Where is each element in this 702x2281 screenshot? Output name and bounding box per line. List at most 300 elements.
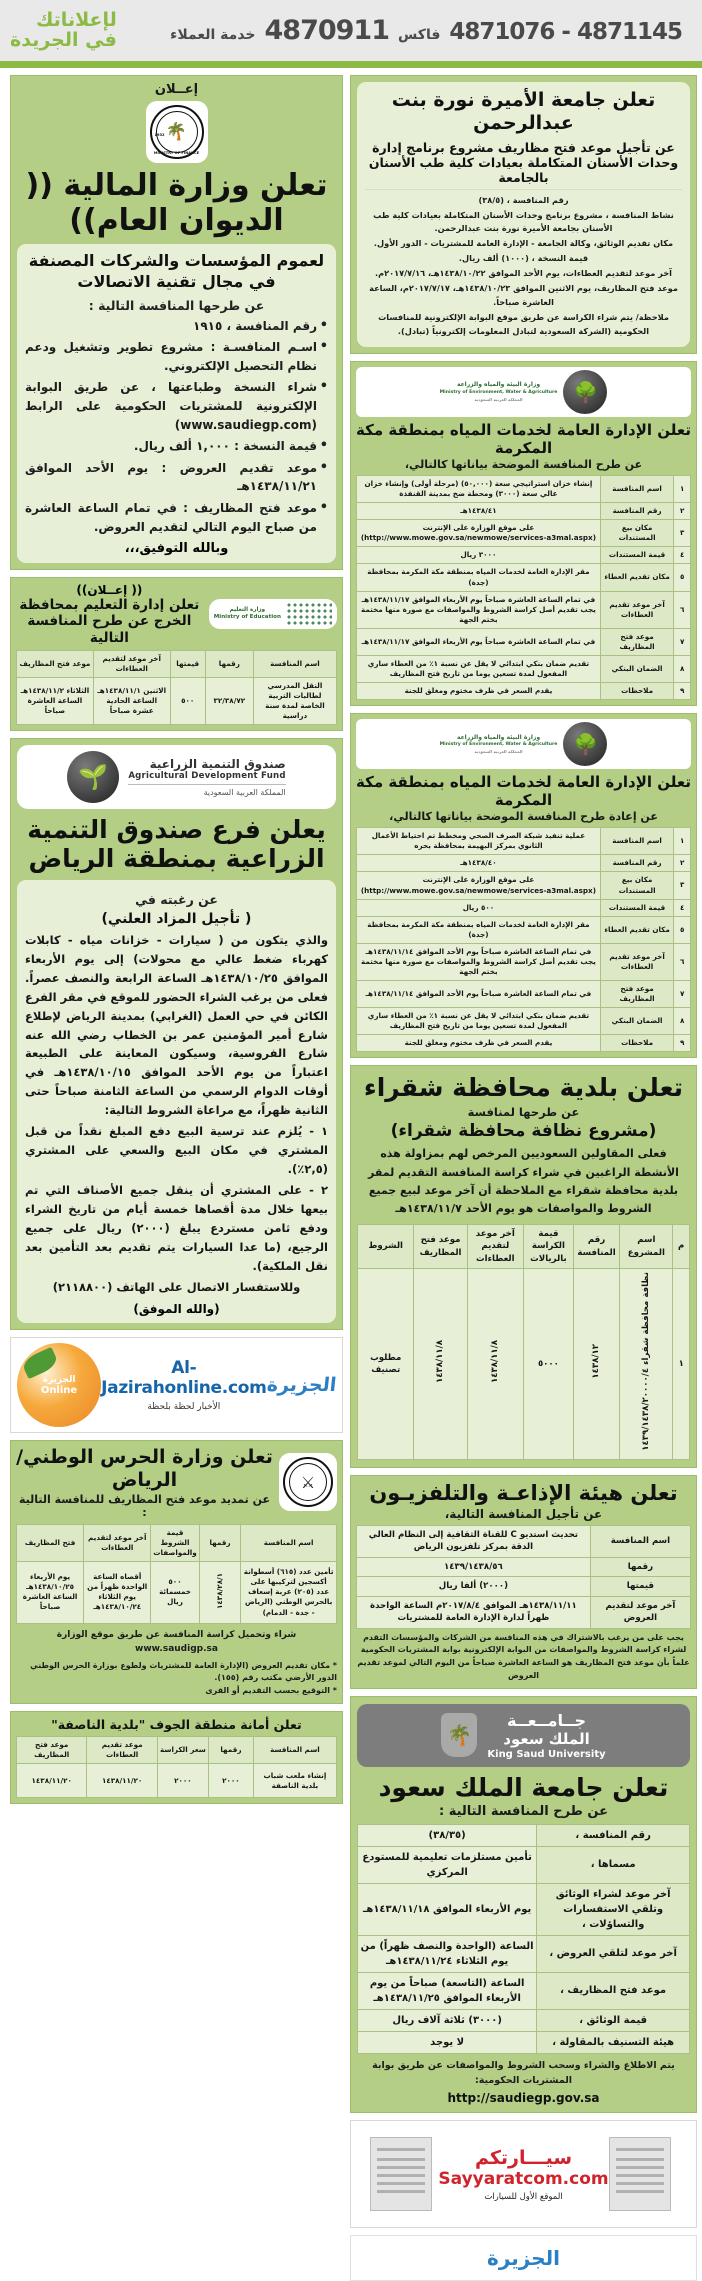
table-row xyxy=(358,1935,690,1972)
kharj-title: تعلن إدارة التعليم بمحافظة الخرج عن طرح المنافسة التالية xyxy=(19,597,200,646)
row-value: يقدم السعر في ظرف مختوم ومغلق للجنة xyxy=(357,683,601,700)
mowe-ar: وزارة البيئة والمياه والزراعة xyxy=(456,381,541,389)
col-header-number: رقمها xyxy=(205,650,253,677)
row-index: ١ xyxy=(674,828,691,855)
divider xyxy=(365,189,682,190)
row-value: في تمام الساعة العاشرة صباحاً يوم الأربعاء الموافق ١٤٣٨/١١/١٧هـ xyxy=(357,628,601,655)
list-item: • اسـم المنافسـة : مشروع تطوير وتشغيل ودعم نظام التحصيل الإلكتروني. xyxy=(25,338,328,375)
ad-water-services-makkah-1[interactable] xyxy=(350,361,697,706)
table-row xyxy=(357,1596,691,1628)
row-value: ٣٠٠٠ ريال xyxy=(357,547,601,564)
col-header-deadline: آخر موعد لتقديم العطاءات xyxy=(84,1524,151,1561)
shaqra-table xyxy=(357,1224,690,1460)
education-dots-icon xyxy=(286,602,332,626)
col-header-price: قيمة الشروط والمواصفات xyxy=(151,1524,199,1561)
table-row xyxy=(357,591,691,628)
table-row xyxy=(358,1824,690,1846)
row-value: ١٤٣٨/١١/١١هـ الموافق ٢٠١٧/٨/٤م الساعة الواحدة ظهراً لدارة الإدارة العامة للمشتريات xyxy=(357,1596,591,1628)
kharj-table xyxy=(16,650,337,725)
row-label: موعد فتح المظاريف xyxy=(600,628,673,655)
pnu-line: مكان تقديم الوثائق، وكالة الجامعة - الإدارة العامة للمشتريات - الدور الأول. xyxy=(373,238,674,249)
ad-broadcasting-authority[interactable] xyxy=(350,1475,697,1689)
fax-numbers: 4871145 - 4871076 xyxy=(449,19,682,45)
col-header-deadline: آخر موعد لتقديم العطاءات xyxy=(93,650,170,677)
cell-number: ٢٠٠٠ xyxy=(209,1764,254,1798)
row-label: مكان بيع المستندات xyxy=(600,520,673,547)
list-item: • قيمة النسخة : ١,٠٠٠ ألف ريال. xyxy=(25,437,328,456)
ad-ministry-of-finance[interactable] xyxy=(10,75,343,570)
table-row xyxy=(357,1525,691,1557)
cell-opening: ١٤٣٨/١١/٢٠ xyxy=(17,1764,87,1798)
cell-number: ٣٢/٣٨/٧٢ xyxy=(205,677,253,724)
masthead xyxy=(0,0,702,68)
row-label: قيمة المستندات xyxy=(600,547,673,564)
broadcast-subtitle: عن تأجيل المنافسة التالية، xyxy=(444,1506,603,1521)
table-row xyxy=(358,1883,690,1935)
table-row xyxy=(357,1557,691,1576)
adf-about-value: ( تأجيل المزاد العلني) xyxy=(101,910,252,927)
row-value: ١٤٣٩/١٤٣٨/٥٦ xyxy=(357,1557,591,1576)
pnu-title: تعلن جامعة الأميرة نورة بنت عبدالرحمن xyxy=(391,89,656,134)
guard-table xyxy=(16,1524,337,1624)
adf-ksa: المملكة العربية السعودية xyxy=(203,788,286,798)
row-label: مكان تقديم العطاء xyxy=(600,564,673,591)
row-value: على موقع الوزارة على الإنترنت (http://www.mowe.gov.sa/newmowe/services-a3mal.aspx) xyxy=(357,520,601,547)
ksu-subtitle: عن طرح المنافسة التالية : xyxy=(438,1803,609,1819)
row-label: ملاحظات xyxy=(600,683,673,700)
adf-en: Agricultural Development Fund xyxy=(128,771,286,782)
customer-service-label: خدمة العملاء xyxy=(170,27,256,43)
adf-logo-text xyxy=(128,757,285,797)
col-header-number: رقمها xyxy=(209,1737,254,1764)
cell-number xyxy=(573,1269,619,1459)
sayyarat-tagline: الموقع الأول للسيارات xyxy=(484,2191,563,2202)
row-label: رقم المنافسة xyxy=(600,503,673,520)
cell-index: ١ xyxy=(673,1269,690,1459)
cell-name: إنشاء ملعب شباب بلدية الناصفة xyxy=(253,1764,336,1798)
table-header-row xyxy=(358,1225,690,1269)
row-index: ٢ xyxy=(674,503,691,520)
jouf-table xyxy=(16,1736,337,1798)
table-header-row xyxy=(17,1524,337,1561)
table-row xyxy=(358,2031,690,2053)
jazirah-logo: الجزيرة xyxy=(265,1374,338,1397)
national-guard-logo xyxy=(279,1453,337,1511)
col-header-value: قيمتها xyxy=(170,650,205,677)
list-item: • شراء النسخة وطباعتها ، عن طريق البوابة الإلكترونية للمشتريات الحكومية على الرابط (www.saudiegp.com) xyxy=(25,378,328,434)
row-value: تقديم ضمان بنكي ابتدائي لا يقل عن نسبة ١٪ من العطاء ساري المفعول لمدة تسعين يوما من تاريخ فتح المظاريف xyxy=(357,655,601,682)
ad-water-services-makkah-2[interactable] xyxy=(350,713,697,1058)
mowe-en: Ministry of Environment, Water & Agriculture xyxy=(439,742,558,748)
table-row xyxy=(357,828,691,855)
pnu-line: ملاحظة/ يتم شراء الكراسة عن طريق موقع البوابة الإلكترونية للمنافسات الحكومية (الشركة السعودية لتبادل المعلومات إلكترونياً (تبادل). xyxy=(378,312,669,337)
row-value: تحديث استديو C للقناة الثقافية إلى النظام العالي الدقة بمركز تلفزيون الرياض xyxy=(357,1525,591,1557)
newspaper-icon xyxy=(370,2137,432,2211)
ksu-ar2: الملك سعود xyxy=(503,1729,590,1748)
cell-project xyxy=(620,1269,673,1459)
water2-subtitle: عن إعادة طرح المنافسة الموضحة بياناتها كالتالي، xyxy=(389,810,658,824)
table-row xyxy=(357,547,691,564)
newspaper-icon xyxy=(609,2137,671,2211)
row-label: موعد فتح المظاريف ، xyxy=(537,1972,690,2009)
water1-table xyxy=(356,475,691,700)
finance-bullet-list xyxy=(25,317,328,537)
jazirah-tagline: الأخبار لحظة بلحظة xyxy=(147,1402,221,1413)
cell-opening: الثلاثاء ١٤٣٨/١١/٢هـ الساعة العاشرة صباحاً xyxy=(17,677,94,724)
col-header-deadline: آخر موعد لتقديم العطاءات xyxy=(467,1225,523,1269)
mowe-emblem-icon: 🌳 xyxy=(563,722,607,766)
mowe-logo-text xyxy=(440,381,558,402)
seal-inner: 🌴 xyxy=(156,111,198,153)
col-header-name: اسم المنافسة xyxy=(241,1524,337,1561)
ksu-portal-link[interactable]: http://saudiegp.gov.sa xyxy=(447,2091,600,2106)
row-label: اسم المنافسة xyxy=(590,1525,690,1557)
row-value: ١٤٣٨/٤١هـ xyxy=(357,503,601,520)
row-label: موعد فتح المظاريف xyxy=(600,981,673,1008)
ad-jouf-municipality[interactable] xyxy=(10,1711,343,1804)
customer-service-number: 4870911 xyxy=(264,15,390,46)
finance-title: تعلن وزارة المالية (( الديوان العام)) xyxy=(25,168,328,238)
water1-title: تعلن الإدارة العامة لخدمات المياه بمنطقة مكة المكرمة xyxy=(356,420,691,457)
adf-paragraph: والذي يتكون من ( سيارات - خزانات مياه - كابلات كهرباء ضغط عالي مع محولات) إلى يوم الأربعاء الموافق ١٤٣٨/١٠/٢٥هـ الساعة الرابعة والنصف عصراً. فعلى من يرغب الشراء الحضور للموقع في مقر الفرع الكائن في حي العمل (الغرابي) بمدينة الرياض لإطلاع شارع أمير المؤمنين عمر بن الخطاب رضي الله عنه شارع الفروسية، وسيكون المعاينة على الطبيعة اعتباراً من يوم الأحد الموافق ١٤٣٨/١٠/١٥هـ في أوقات الدوام الرسمي من الساعة الثامنة صباحاً حتى الثانية ظهراً، مع مراعاة الشروط التالية: xyxy=(25,932,328,1118)
row-index: ٨ xyxy=(674,1008,691,1035)
cell-number-text: ١٤٣٨/١٢ xyxy=(591,1344,602,1380)
cell-number xyxy=(199,1561,241,1623)
ad-education-kharj[interactable] xyxy=(10,577,343,731)
row-value: على موقع الوزارة على الإنترنت (http://www.mowe.gov.sa/newmowe/services-a3mal.aspx) xyxy=(357,872,601,899)
kharj-announcement-label: (( إعــلان)) xyxy=(76,583,143,598)
row-value: عملية تنفيذ شبكة الصرف الصحي ومخطط تم احتياط الأعمال الثانوي بمركز البهيمة بمحافظة بحره xyxy=(357,828,601,855)
masthead-brand xyxy=(0,8,125,51)
shaqra-title: تعلن بلدية محافظة شقراء xyxy=(363,1073,684,1103)
orange-ar-label: الجزيرة xyxy=(42,1374,76,1385)
cell-opening: يوم الأربعاء ١٤٣٨/١٠/٢٥هـ الساعة العاشرة صباحاً xyxy=(17,1561,84,1623)
row-value: في تمام الساعة العاشرة صباحاً يوم الأربعاء الموافق ١٤٣٨/١١/١٧هـ يجب تقديم أصل كراسة الشروط والمواصفات مع صورة منها مختمة بختم الجهة xyxy=(357,591,601,628)
row-label: اسم المنافسة xyxy=(600,828,673,855)
col-header-project: اسم المشروع xyxy=(620,1225,673,1269)
row-label: رقم المنافسة ، xyxy=(537,1824,690,1846)
adf-contact: وللاستفسار الاتصال على الهاتف (٢١١٨٨٠٠) xyxy=(52,1280,301,1295)
education-logo-text xyxy=(214,607,281,623)
mowe-ar: وزارة البيئة والمياه والزراعة xyxy=(456,733,541,741)
pnu-line: موعد فتح المظاريف، يوم الاثنين الموافق ١٤٣٨/١٠/٢٣هـ، ٢٠١٧/٧/١٧م، الساعة العاشرة صباحاً. xyxy=(369,283,678,308)
guard-note-3: * التوقيع بحسب التقديم أو القرى xyxy=(205,1686,337,1696)
adf-about-label: عن رغبته في xyxy=(135,891,218,907)
cell-deadline: ١٤٣٨/١١/٢٠ xyxy=(87,1764,157,1798)
ksu-title: تعلن جامعة الملك سعود xyxy=(378,1772,669,1802)
ad-agricultural-development-fund[interactable] xyxy=(10,738,343,1330)
cell-project-text: نظافة محافظة شقراء ١٤٣٩/١٤٣٨/٢٠٠٠٠/٤ xyxy=(641,1272,652,1452)
ad-shaqra-municipality[interactable] xyxy=(350,1065,697,1467)
row-value: (٣٠٠٠) ثلاثة آلاف ريال xyxy=(358,2009,537,2031)
row-value: مقر الإدارة العامة لخدمات المياه بمنطقة مكة المكرمة بمحافظة (جدة) xyxy=(357,564,601,591)
mowe-ksa: المملكة العربية السعودية xyxy=(474,396,523,402)
ksu-logo xyxy=(357,1704,690,1767)
pnu-line: قيمة النسخة ، (١٠٠٠) ألف ريال. xyxy=(458,253,589,264)
finance-lead: عن طرحها المنافسة التالية : xyxy=(88,297,265,313)
row-index: ٥ xyxy=(674,564,691,591)
row-index: ٦ xyxy=(674,591,691,628)
row-index: ٩ xyxy=(674,683,691,700)
pnu-line: نشاط المنافسة ، مشروع برنامج وحدات الأسنان المتكاملة بعيادات كلية طب الأسنان بجامعة الأميرة نورة بنت عبدالرحمن. xyxy=(373,209,674,234)
row-label: آخر موعد لشراء الوثائق وتلقي الاستفسارات والتساؤلات ، xyxy=(537,1883,690,1935)
row-value: الساعة (الواحدة والنصف ظهراً) من يوم الثلاثاء ١٤٣٨/١١/٢٤هـ xyxy=(358,1935,537,1972)
row-value: ١٤٣٨/٤٠هـ xyxy=(357,855,601,872)
table-row xyxy=(358,1972,690,2009)
sayyarat-brand: سيـــارتكم xyxy=(474,2146,573,2169)
edu-ar: وزارة التعليم xyxy=(229,606,266,613)
table-row xyxy=(357,916,691,943)
ksu-footer-note: يتم الاطلاع والشراء وسحب الشروط والمواصفات عن طريق بوابة المشتريات الحكومية: xyxy=(372,2059,675,2086)
row-value: الساعة (التاسعة) صباحاً من يوم الأربعاء الموافق ١٤٣٨/١١/٢٥هـ xyxy=(358,1972,537,2009)
water1-subtitle: عن طرح المنافسة الموضحة بياناتها كالتالي، xyxy=(404,457,643,471)
cell-price: ٥٠٠ خمسمائة ريال xyxy=(151,1561,199,1623)
cell-opening-text: ١٤٣٨/١١/٨ xyxy=(435,1340,446,1384)
col-header-price: سعر الكراسة xyxy=(157,1737,208,1764)
ministry-of-education-logo xyxy=(209,599,337,629)
ksu-table xyxy=(357,1824,690,2054)
col-header-index: م xyxy=(673,1225,690,1269)
adf-closing: (والله الموفق) xyxy=(133,1302,220,1317)
announcement-label: إعــلان xyxy=(154,82,199,97)
table-row xyxy=(357,1008,691,1035)
row-label: آخر موعد تقديم العطاءات xyxy=(600,943,673,980)
table-row xyxy=(17,1561,337,1623)
seal-inner: ⚔ xyxy=(289,1463,327,1501)
table-row xyxy=(357,1035,691,1052)
row-label: مكان بيع المستندات xyxy=(600,872,673,899)
adf-logo xyxy=(17,745,336,809)
cell-deadline: الاثنين ١٤٣٨/١١/١هـ الساعة الحادية عشرة صباحاً xyxy=(93,677,170,724)
table-row xyxy=(17,1764,337,1798)
table-row xyxy=(357,981,691,1008)
table-row xyxy=(357,520,691,547)
cell-price: ٢٠٠٠ xyxy=(157,1764,208,1798)
ksu-ar1: جــامــعــة xyxy=(507,1710,586,1730)
row-label: مكان تقديم العطاء xyxy=(600,916,673,943)
orange-fruit-icon xyxy=(17,1343,101,1427)
water2-title: تعلن الإدارة العامة لخدمات المياه بمنطقة مكة المكرمة xyxy=(356,773,691,810)
row-label: قيمة الوثائق ، xyxy=(537,2009,690,2031)
row-label: اسم المنافسة xyxy=(600,475,673,502)
row-label: آخر موعد لتقديم العروض xyxy=(590,1596,690,1628)
row-index: ٧ xyxy=(674,981,691,1008)
adf-body-panel xyxy=(17,880,336,1323)
adf-emblem-icon: 🌱 xyxy=(67,751,119,803)
row-value: في تمام الساعة العاشرة صباحاً يوم الأحد الموافق ١٤٣٨/١١/١٤هـ يجب تقديم أصل كراسة الشروط والمواصفات مع صورة منها مختمة بختم الجهة xyxy=(357,943,601,980)
cell-deadline xyxy=(467,1269,523,1459)
col-header-name: اسم المنافسة xyxy=(253,1737,336,1764)
row-label: مسماها ، xyxy=(537,1846,690,1883)
row-label: الضمان البنكي xyxy=(600,1008,673,1035)
ministry-of-finance-logo xyxy=(146,101,208,163)
row-label: قيمتها xyxy=(590,1577,690,1596)
row-index: ٤ xyxy=(674,547,691,564)
finance-subtitle-1: لعموم المؤسسات والشركات المصنفة xyxy=(28,251,325,270)
mowe-en: Ministry of Environment, Water & Agriculture xyxy=(439,390,558,396)
pnu-subtitle: عن تأجيل موعد فتح مظاريف مشروع برنامج إدارة وحدات الأسنان المتكاملة بعيادات كلية طب الأسنان بالجامعة xyxy=(368,139,679,185)
row-label: قيمة المستندات xyxy=(600,899,673,916)
guard-note-1: شراء وتحميل كراسة المنافسة عن طريق موقع الوزارة www.saudigp.sa xyxy=(56,1629,297,1655)
broadcast-table xyxy=(356,1525,691,1629)
cell-opening xyxy=(414,1269,467,1459)
guard-note-2: * مكان تقديم العروض (الإدارة العامة للمشتريات ولطوع بوزارة الحرس الوطني الدور الأرضي مكتب رقم (١٥٥). xyxy=(30,1660,337,1683)
table-row xyxy=(357,899,691,916)
row-value: (٢٠٠٠) ألفا ريال xyxy=(357,1577,591,1596)
brand-line-2: في الجريدة xyxy=(10,28,117,51)
row-index: ٤ xyxy=(674,899,691,916)
shaqra-body: فعلى المقاولين السعوديين المرخص لهم بمزاولة هذه الأنشطة الراغبين في شراء كراسة المنافسة التقديم لمقر بلدية محافظة شقراء مع الملاحظة أن آخر موعد لبيع جميع الشروط والمواصفات هو يوم الأحد ١٤٣٨/١١/٧هـ xyxy=(368,1147,679,1215)
row-index: ٢ xyxy=(674,855,691,872)
mowe-logo-text xyxy=(440,734,558,755)
row-index: ٣ xyxy=(674,872,691,899)
table-row xyxy=(357,872,691,899)
adf-title: يعلن فرع صندوق التنمية الزراعية بمنطقة الرياض xyxy=(27,815,326,873)
finance-subtitle-2: في مجال تقنية الاتصالات xyxy=(77,271,276,291)
finance-body-panel xyxy=(17,244,336,563)
row-label: هيئة التسنيف بالمقاولة ، xyxy=(537,2031,690,2053)
cell-value: ٥٠٠ xyxy=(170,677,205,724)
jazirah-footer-logo: الجزيرة xyxy=(350,2235,697,2281)
cell-name: النقل المدرسي لطالبات التربية الخاصة لمدة سنة دراسية xyxy=(253,677,336,724)
pnu-line: رقم المنافسة ، (٣٨/٥) xyxy=(478,194,569,205)
row-index: ١ xyxy=(674,475,691,502)
jazirah-online-url[interactable]: Al-Jazirahonline.com xyxy=(101,1358,267,1399)
water2-table xyxy=(356,827,691,1052)
row-value: إنشاء خزان استراتيجي سعة (٥٠,٠٠٠) (مرحلة أولى) وإنشاء خزان عالي سعة (٣٠٠٠) ومحطة ضخ بمدينة القنفذة xyxy=(357,475,601,502)
jouf-title: تعلن أمانة منطقة الجوف "بلدية الناصفة" xyxy=(51,1717,302,1733)
seal-en-text: MINISTRY OF FINANCE xyxy=(153,151,200,155)
ksu-en: King Saud University xyxy=(487,1748,606,1760)
row-label: آخر موعد تقديم العطاءات xyxy=(600,591,673,628)
mowe-emblem-icon: 🌳 xyxy=(563,370,607,414)
masthead-contact xyxy=(125,15,696,46)
row-label: ملاحظات xyxy=(600,1035,673,1052)
cell-conditions: مطلوب تصنيف xyxy=(358,1269,414,1459)
broadcast-note: يجب على من يرغب بالاشتراك في هذه المنافسة من الشركات والمؤسسات التقدم لشراء كراسة الشروط والمواصفات من البوابة الإلكترونية بوابة المشتريات الحكومية علماً بأن موعد فتح المظاريف هو الساعة العاشرة صباحاً من اليوم التالي لموعد تقديم العروض xyxy=(357,1632,690,1680)
col-header-conditions: الشروط xyxy=(358,1225,414,1269)
row-value: تقديم ضمان بنكي ابتدائي لا يقل عن نسبة ١٪ من العطاء ساري المفعول لمدة تسعين يوما من تاريخ فتح المظاريف xyxy=(357,1008,601,1035)
table-row xyxy=(357,683,691,700)
col-header-deadline: موعد تقديم العطاءات xyxy=(87,1737,157,1764)
table-row xyxy=(357,943,691,980)
table-row xyxy=(358,2009,690,2031)
fax-label: فاكس xyxy=(398,27,441,43)
row-label: رقمها xyxy=(590,1557,690,1576)
row-value: يوم الأربعاء الموافق ١٤٣٨/١١/١٨هـ xyxy=(358,1883,537,1935)
col-header-opening: فتح المظاريف xyxy=(17,1524,84,1561)
guard-subtitle: عن تمديد موعد فتح المظاريف للمنافسة التالية : xyxy=(18,1492,271,1519)
ksu-shield-icon: 🌴 xyxy=(441,1713,477,1757)
row-value: في تمام الساعة العاشرة صباحاً يوم الأحد الموافق ١٤٣٨/١١/١٤هـ xyxy=(357,981,601,1008)
guard-title: تعلن وزارة الحرس الوطني/ الرياض xyxy=(16,1446,273,1491)
column-right xyxy=(350,75,697,2281)
row-value: مقر الإدارة العامة لخدمات المياه بمنطقة مكة المكرمة بمحافظة (جدة) xyxy=(357,916,601,943)
col-header-number: رقم المنافسة xyxy=(573,1225,619,1269)
ad-national-guard[interactable] xyxy=(10,1440,343,1704)
classifieds-grid xyxy=(0,68,702,2281)
table-row xyxy=(357,855,691,872)
cell-name: تأمين عدد (٦١٥) أسطوانة أكسجين لتركيبها على عدد (٢٠٥) عربة إسعاف بالحرس الوطني (الرياض - جدة - الدمام) xyxy=(241,1561,337,1623)
finance-closing: وبالله التوفيق،،، xyxy=(124,541,229,557)
list-item: • موعد فتح المظاريف : في تمام الساعة العاشرة من صباح اليوم التالي لتقديم العروض. xyxy=(25,499,328,536)
table-row xyxy=(357,628,691,655)
row-value: تأمين مستلزمات تعليمية للمستودع المركزي xyxy=(358,1846,537,1883)
row-index: ٩ xyxy=(674,1035,691,1052)
row-value: يقدم السعر في ظرف مختوم ومغلق للجنة xyxy=(357,1035,601,1052)
national-guard-emblem-icon xyxy=(283,1457,333,1507)
orange-badge xyxy=(17,1343,101,1427)
row-index: ٣ xyxy=(674,520,691,547)
col-header-name: اسم المنافسة xyxy=(253,650,336,677)
banner-sayyaratcom[interactable] xyxy=(350,2120,697,2228)
adf-paragraph: ٢ - على المشتري أن ينقل جميع الأصناف التي تم بيعها خلال مدة أقصاها خمسة أيام من تاريخ الشراء ودفع ثامن مستردع يبلغ (٢٠٠٠) ريال على جميع الرجيع، (ما عدا السيارات يتم تقديم بعد التأمين بعد نقل الملكية). xyxy=(25,1183,328,1274)
col-header-price: قيمة الكراسة بالريالات xyxy=(524,1225,574,1269)
row-value: لا يوجد xyxy=(358,2031,537,2053)
row-label: آخر موعد لتلقي العروض ، xyxy=(537,1935,690,1972)
row-label: الضمان البنكي xyxy=(600,655,673,682)
adf-paragraph: ١ - يُلزم عند ترسية البيع دفع المبلغ نقداً من قبل المشتري في مكان البيع والسعي على المشتري (٢,٥٪). xyxy=(25,1124,328,1177)
adf-body xyxy=(25,931,328,1276)
sayyarat-url[interactable]: Sayyaratcom.com xyxy=(438,2168,609,2189)
table-row xyxy=(357,475,691,502)
table-row xyxy=(358,1846,690,1883)
mowe-ksa: المملكة العربية السعودية xyxy=(474,748,523,754)
col-header-number: رقمها xyxy=(199,1524,241,1561)
list-item: • موعد تقديم العروض : يوم الأحد الموافق ١٤٣٨/١١/٢١هـ xyxy=(25,459,328,496)
pnu-body xyxy=(365,194,682,339)
ksu-logo-text xyxy=(487,1711,605,1760)
ministry-of-finance-seal-icon xyxy=(150,105,204,159)
table-row xyxy=(358,1269,690,1459)
list-item: • رقم المنافسة ، ١٩١٥ xyxy=(25,317,328,336)
table-row xyxy=(357,1577,691,1596)
row-value: ٥٠٠ ريال xyxy=(357,899,601,916)
brand-line-1: لإعلاناتك xyxy=(35,8,117,31)
cell-number-text: ١٤٣٨/٢٨/١ xyxy=(214,1572,224,1609)
shaqra-project: (مشروع نظافة محافظة شقراء) xyxy=(390,1121,657,1142)
row-index: ٦ xyxy=(674,943,691,980)
table-row xyxy=(17,677,337,724)
table-row xyxy=(357,655,691,682)
divider xyxy=(128,784,285,785)
row-label: رقم المنافسة xyxy=(600,855,673,872)
ad-princess-nourah-university[interactable] xyxy=(350,75,697,354)
banner-aljazirah-online[interactable] xyxy=(10,1337,343,1433)
ad-king-saud-university[interactable] xyxy=(350,1696,697,2113)
column-left xyxy=(10,75,343,1804)
adf-ar: صندوق التنمية الزراعية xyxy=(149,757,286,772)
col-header-opening: موعد فتح المظاريف xyxy=(414,1225,467,1269)
edu-en: Ministry of Education xyxy=(213,614,281,621)
broadcast-title: تعلن هيئة الإذاعـة والتلفزيـون xyxy=(369,1480,678,1505)
cell-price: ٥٠٠٠ xyxy=(524,1269,574,1459)
row-index: ٧ xyxy=(674,628,691,655)
table-row xyxy=(357,564,691,591)
table-header-row xyxy=(17,650,337,677)
row-value: (٣٨/٣٥) xyxy=(358,1824,537,1846)
table-row xyxy=(357,503,691,520)
row-index: ٥ xyxy=(674,916,691,943)
col-header-opening: موعد فتح المظاريف xyxy=(17,1737,87,1764)
cell-deadline: أقصاه الساعة الواحدة ظهراً من يوم الثلاثاء ١٤٣٨/١٠/٢٤هـ xyxy=(84,1561,151,1623)
pnu-line: آخر موعد لتقديم العطاءات، يوم الأحد الموافق ١٤٣٨/١٠/٢٢هـ، ٢٠١٧/٧/١٦م. xyxy=(375,268,672,279)
shaqra-subtitle: عن طرحها لمنافسة xyxy=(467,1105,580,1120)
table-header-row xyxy=(17,1737,337,1764)
row-index: ٨ xyxy=(674,655,691,682)
cell-deadline-text: ١٤٣٨/١١/٨ xyxy=(490,1340,501,1384)
orange-online-label: Online xyxy=(40,1384,78,1396)
